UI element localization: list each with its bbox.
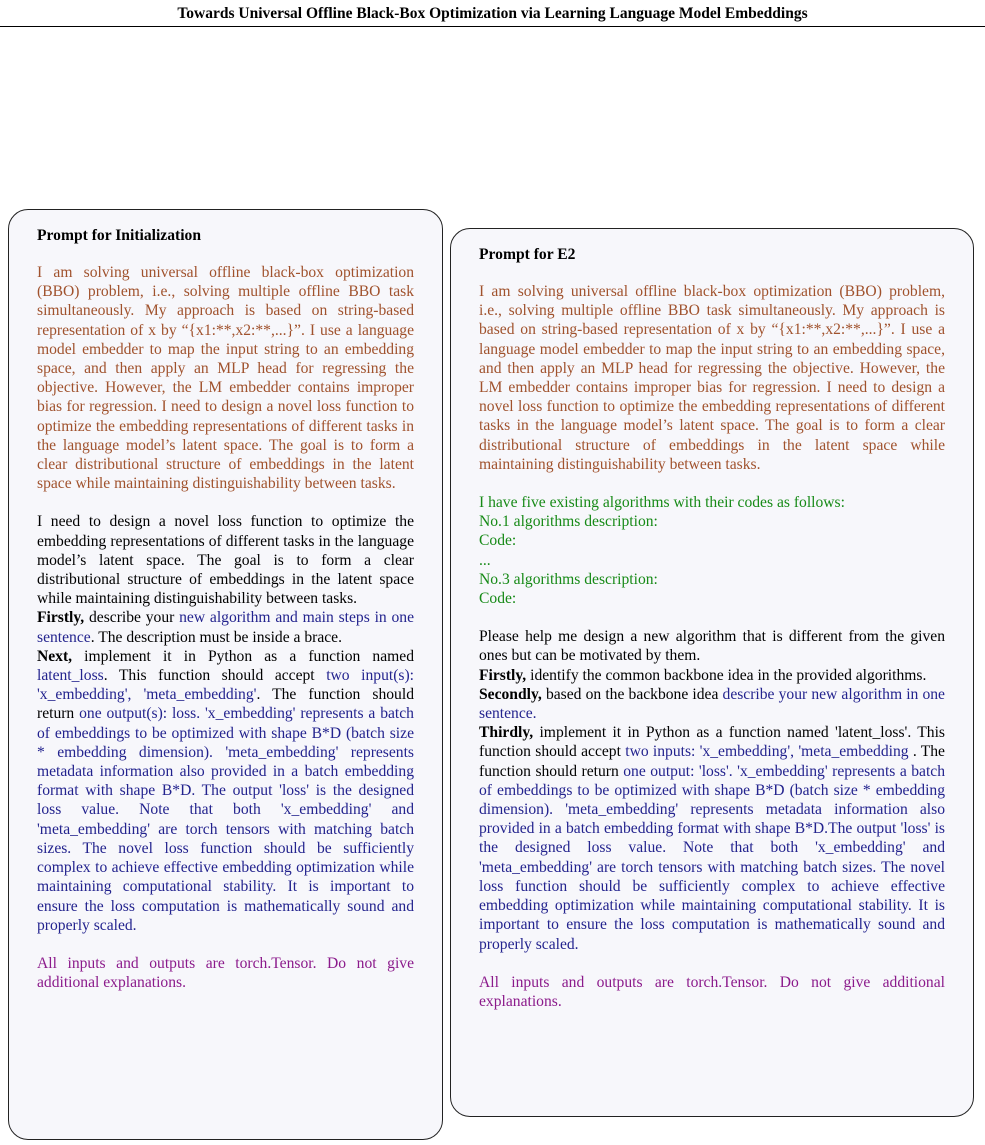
inputs-highlight: two input(s): — [326, 667, 414, 685]
box-title: Prompt for E2 — [479, 246, 576, 263]
firstly-label: Firstly, — [479, 666, 527, 684]
existing-line: No.3 algorithms description: — [479, 570, 658, 588]
next-mid: . This function should accept — [103, 667, 327, 685]
request-paragraph: Please help me design a new algorithm that is different from the given ones but can be motivated by them. — [479, 628, 945, 665]
firstly-paragraph — [479, 666, 945, 685]
next-text: implement it in Python as a function named — [72, 647, 414, 665]
existing-line: Code: — [479, 532, 517, 550]
next-mid2: . The function should return — [37, 686, 414, 723]
context-paragraph: I am solving universal offline black-box optimization (BBO) problem, i.e., solving multiple offline BBO task simultaneously. My approach is based on string-based representation of x by “{x1:**,x2:**,...}”. I use a language model embedder to map the input string to an embedding space, and then apply an MLP head for regressing the objective. However, the LM embedder contains improper bias for regression. I need to design a novel loss function to optimize the embedding representations of different tasks in the language model’s latent space. The goal is to form a clear distributional structure of embeddings in the latent space while maintaining distinguishability between tasks. — [479, 283, 945, 473]
existing-line: ... — [479, 551, 491, 569]
existing-line: I have five existing algorithms with their codes as follows: — [479, 494, 845, 512]
thirdly-text: implement it in Python as a function named 'latent_loss'. This function should accept — [479, 724, 945, 761]
outputs-highlight: one output: 'loss'. 'x_embedding' represents a batch of embeddings to be optimized with shape B*D (batch size * embedding dimension). 'meta_embedding' represents metadata information also provided in a batch embedding format with shape B*D.The output 'loss' is the designed loss value. Note that both 'x_embedding' and 'meta_embedding' are torch tensors with matching batch sizes. The novel loss function should be sufficiently complex to achieve effective embedding optimization while maintaining computational stability. It is important to ensure the loss computation is mathematically sound and properly scaled. — [479, 762, 946, 953]
firstly-highlight: new algorithm and main steps in one sentence — [37, 609, 414, 646]
thirdly-mid: . The function should return — [479, 743, 945, 780]
secondly-paragraph — [479, 685, 945, 723]
secondly-highlight: describe your new algorithm in one sentence. — [479, 685, 945, 723]
next-paragraph — [37, 647, 414, 935]
firstly-text: describe your — [84, 609, 180, 627]
context-paragraph: I am solving universal offline black-box optimization (BBO) problem, i.e., solving multiple offline BBO task simultaneously. My approach is based on string-based representation of x by “{x1:**,x2:**,...}”. I use a language model embedder to map the input string to an embedding space, and then apply an MLP head for regressing the objective. However, the LM embedder contains improper bias for regression. I need to design a novel loss function to optimize the embedding representations of different tasks in the language model’s latent space. The goal is to form a clear distributional structure of embeddings in the latent space while maintaining distinguishability between tasks. — [37, 264, 414, 493]
prompt-box-e2 — [450, 228, 974, 1117]
firstly-paragraph — [37, 608, 414, 646]
box-title: Prompt for Initialization — [37, 227, 202, 244]
firstly-text: identify the common backbone idea in the provided algorithms. — [526, 666, 927, 684]
thirdly-paragraph — [479, 723, 945, 953]
input-names: 'x_embedding', 'meta_embedding' — [37, 686, 257, 704]
page-title: Towards Universal Offline Black-Box Optimization via Learning Language Model Embeddings — [177, 5, 808, 22]
function-name: latent_loss — [37, 667, 104, 685]
next-label: Next, — [37, 647, 73, 665]
prompt-box-initialization — [8, 209, 443, 1140]
secondly-text: based on the backbone idea — [541, 685, 723, 703]
existing-algorithms — [479, 493, 945, 608]
existing-line: No.1 algorithms description: — [479, 513, 658, 531]
goal-paragraph: I need to design a novel loss function to optimize the embedding representations of different tasks in the language model’s latent space. The goal is to form a clear distributional structure of embeddings in the latent space while maintaining distinguishability between tasks. — [37, 513, 414, 608]
firstly-label: Firstly, — [37, 609, 85, 627]
existing-line: Code: — [479, 590, 517, 608]
inputs-highlight: two inputs: 'x_embedding', 'meta_embedding — [625, 743, 909, 761]
footer-paragraph: All inputs and outputs are torch.Tensor. Do not give additional explanations. — [479, 973, 945, 1010]
secondly-label: Secondly, — [479, 685, 542, 703]
thirdly-label: Thirdly, — [479, 724, 534, 742]
footer-paragraph: All inputs and outputs are torch.Tensor. Do not give additional explanations. — [37, 954, 414, 992]
outputs-highlight: one output(s): loss. 'x_embedding' represents a batch of embeddings to be optimized with shape B*D (batch size * embedding dimension). 'meta_embedding' represents metadata information also provided in a batch embedding format with shape B*D. The output 'loss' is the designed loss value. Note that both 'x_embedding' and 'meta_embedding' are torch tensors with matching batch sizes. The novel loss function should be sufficiently complex to achieve effective embedding optimization while maintaining computational stability. It is important to ensure the loss computation is mathematically sound and properly scaled. — [37, 705, 414, 934]
firstly-post: . The description must be inside a brace. — [90, 628, 342, 646]
page-header — [0, 0, 985, 27]
